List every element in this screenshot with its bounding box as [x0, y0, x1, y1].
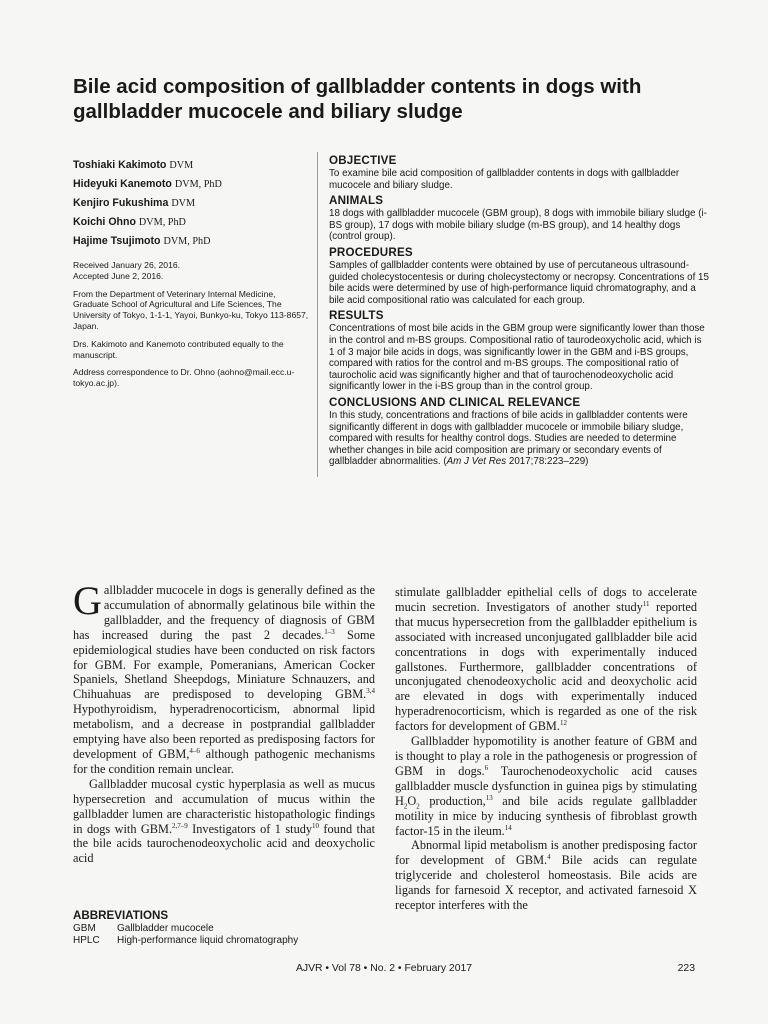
body-text: Bile acids can regulate triglyceride and cholesterol homeostasis. Bile acids are ligands for farnesoid X receptor, and activated farnesoid X receptor interferes with the	[395, 853, 697, 913]
article-title: Bile acid composition of gallbladder contents in dogs with gallbladder mucocele and biliary sludge	[73, 75, 642, 123]
body-text: Hypothyroidism, hyperadrenocorticism, abnormal lipid metabolism, and a decrease in postprandial gallbladder emptying have also been reported as predisposing factors for development of GBM,	[73, 702, 375, 761]
reference-marker: 11	[642, 599, 650, 608]
abstract-text-animals: 18 dogs with gallbladder mucocele (GBM group), 8 dogs with immobile biliary sludge (i-BS group), 17 dogs with mobile biliary sludge (m-BS group), and 14 healthy dogs (control group).	[329, 208, 707, 243]
body-paragraph	[73, 777, 375, 866]
body-text: and bile acids regulate gallbladder motility in mice by inducing synthesis of fibroblast growth factor-15 in the ileum.	[395, 793, 697, 838]
reference-marker: 1–3	[324, 627, 335, 636]
author-degree: DVM, PhD	[163, 236, 211, 247]
correspondence: Address correspondence to Dr. Ohno (aohno@mail.ecc.u-tokyo.ac.jp).	[73, 367, 295, 389]
body-text: Abnormal lipid metabolism is another predisposing factor for development of GBM.	[395, 838, 697, 868]
abbreviations-box	[73, 909, 373, 947]
abstract-heading-objective: OBJECTIVE	[329, 154, 397, 167]
author-name: Kenjiro Fukushima	[73, 197, 169, 209]
reference-marker: 14	[504, 823, 512, 832]
author-degree: DVM, PhD	[174, 179, 222, 190]
body-text: Gallbladder hypomotility is another feature of GBM and is thought to play a role in the pathogenesis or progression of GBM in dogs.	[395, 734, 697, 778]
abstract-heading-animals: ANIMALS	[329, 194, 384, 208]
abstract-text-results: Concentrations of most bile acids in the GBM group were significantly lower than those in the control and m-BS groups. Compositional ratio of taurodeoxycholic acid, which is 1 of 3 major bile acids in dogs, was significantly lower in the GBM and i-BS groups, compared with ratios for the control and m-BS groups. The compositional ratio of taurocholic acid was significantly higher and that of taurochenodeoxycholic acid significantly lower in the i-BS group than in the control group.	[329, 323, 705, 393]
citation-journal: Am J Vet Res	[446, 456, 507, 468]
abbreviations-heading: ABBREVIATIONS	[73, 909, 169, 922]
reference-marker: 3,4	[366, 687, 375, 696]
body-column-right	[395, 585, 697, 913]
abstract-heading-conclusions: CONCLUSIONS AND CLINICAL RELEVANCE	[329, 395, 581, 409]
abstract-text-conclusions: In this study, concentrations and fractions of bile acids in gallbladder contents were significantly different in dogs with gallbladder mucocele or immobile biliary sludge, compared with results for healthy control dogs. Studies are needed to determine whether changes in bile acid composition are primary or secondary events of gallbladder abnormalities. (Am J Vet Res 2017;78:223–229)	[329, 409, 688, 468]
abbreviation-row	[73, 935, 373, 947]
body-text: O	[407, 793, 417, 808]
page-number: 223	[677, 963, 695, 974]
received-date: Received January 26, 2016.	[73, 260, 181, 270]
reference-marker: 4	[547, 853, 551, 862]
body-text: stimulate gallbladder epithelial cells of dogs to accelerate mucin secretion. Investigators of another study	[395, 585, 697, 614]
body-text: Gallbladder mucosal cystic hyperplasia as well as mucus hypersecretion and accumulation of mucus within the gallbladder lumen are characteristic histopathologic findings in dogs with GBM.	[73, 776, 375, 836]
structured-abstract	[317, 152, 709, 477]
reference-marker: 10	[312, 821, 320, 830]
abstract-heading-results: RESULTS	[329, 309, 384, 323]
article-meta	[73, 260, 311, 396]
body-text: although pathogenic mechanisms for the condition remain unclear.	[73, 746, 375, 776]
body-text: production,	[419, 793, 486, 808]
reference-marker: 4–6	[189, 746, 200, 755]
subscript: 2	[403, 802, 408, 811]
author-degree: DVM	[171, 198, 196, 209]
conclusions-text: In this study, concentrations and fractions of bile acids in gallbladder contents were significantly different in dogs with gallbladder mucocele or immobile biliary sludge, compared with results for healthy control dogs. Studies are needed to determine whether changes in bile acid composition are primary or secondary events of gallbladder abnormalities.	[329, 409, 688, 468]
accepted-date: Accepted June 2, 2016.	[73, 270, 164, 281]
body-paragraph	[395, 585, 697, 734]
abbreviation-definition: Gallbladder mucocele	[117, 923, 214, 934]
body-text: reported that mucus hypersecretion from the gallbladder epithelium is associated with increased unconjugated gallbladder bile acid concentrations in dogs with experimentally induced gallstones. Furthermore, gallbladder concentrations of unconjugated chenodeoxycholic acid and deoxycholic acid are elevated in dogs with experimentally induced hyperadrenocorticism, which is regarded as one of the risk factors for development of GBM.	[395, 599, 697, 734]
abstract-text-procedures: Samples of gallbladder contents were obtained by use of percutaneous ultrasound-guided cholecystocentesis or during cholecystectomy or necropsy. Concentrations of 15 bile acids were determined by use of high-performance liquid chromatography, and a bile acid compositional ratio was calculated for each group.	[329, 259, 709, 306]
abstract-heading-procedures: PROCEDURES	[329, 245, 413, 259]
author	[73, 194, 313, 213]
abbreviation-term: GBM	[73, 923, 96, 934]
author	[73, 213, 313, 232]
author-degree: DVM, PhD	[138, 217, 186, 228]
reference-marker: 2,7–9	[172, 821, 188, 830]
body-text: Some epidemiological studies have been conducted on risk factors for GBM. For example, Pomeranians, American Cocker Spaniels, Shetland Sheepdogs, Miniature Schnauzers, and Chihuahuas are predisposed to developing GBM.	[73, 627, 375, 702]
contribution-note: Drs. Kakimoto and Kanemoto contributed equally to the manuscript.	[73, 338, 284, 360]
abbreviation-term: HPLC	[73, 935, 100, 946]
body-text: Taurochenodeoxycholic acid causes gallbladder muscle dysfunction in guinea pigs by stimulating H	[395, 763, 697, 808]
author-list	[73, 156, 313, 251]
reference-marker: 12	[559, 719, 567, 728]
body-text: found that the bile acids taurochenodeoxycholic acid and deoxycholic acid	[73, 821, 375, 866]
body-text: allbladder mucocele in dogs is generally defined as the accumulation of abnormally gelatinous bile within the gallbladder, and the frequency of diagnosis of GBM has increased during the past 2 decades.	[73, 583, 375, 642]
body-text: Investigators of 1 study	[187, 821, 313, 836]
author	[73, 175, 313, 194]
body-paragraph	[73, 578, 375, 777]
abbreviation-row	[73, 923, 373, 935]
body-paragraph	[395, 838, 697, 913]
drop-cap: G	[73, 578, 102, 623]
abbreviation-definition: High-performance liquid chromatography	[117, 935, 299, 946]
author-degree: DVM	[169, 160, 194, 171]
abstract-text-objective: To examine bile acid composition of gallbladder contents in dogs with gallbladder mucocele and biliary sludge.	[329, 168, 680, 191]
author	[73, 232, 313, 251]
author	[73, 156, 313, 175]
citation-details: 2017;78:223–229	[508, 456, 586, 468]
reference-marker: 6	[484, 763, 489, 772]
author-name: Hajime Tsujimoto	[73, 235, 161, 247]
affiliation: From the Department of Veterinary Internal Medicine, Graduate School of Agricultural and Life Sciences, The University of Tokyo, 1-1-1, Yayoi, Bunkyo-ku, Tokyo 113-8657, Japan.	[73, 288, 309, 331]
author-name: Toshiaki Kakimoto	[73, 159, 167, 171]
footer-journal-info: AJVR • Vol 78 • No. 2 • February 2017	[295, 963, 473, 974]
submission-dates	[73, 260, 311, 282]
body-paragraph	[395, 734, 697, 838]
body-column-left	[73, 578, 375, 866]
author-name: Hideyuki Kanemoto	[73, 178, 172, 190]
author-name: Koichi Ohno	[73, 216, 136, 228]
subscript: 2	[416, 802, 420, 811]
reference-marker: 13	[485, 793, 493, 802]
